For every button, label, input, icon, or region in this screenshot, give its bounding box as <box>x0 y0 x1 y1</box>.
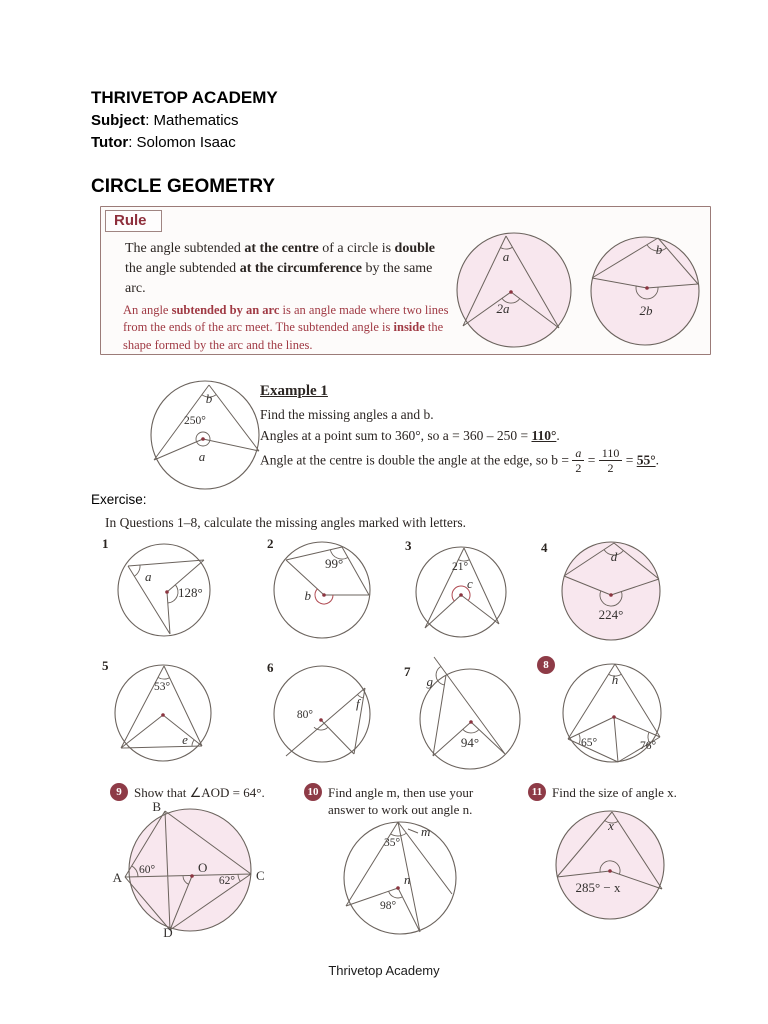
q2-value: 99° <box>325 556 344 571</box>
tutor-label: Tutor <box>91 134 129 151</box>
q3-number: 3 <box>405 538 412 553</box>
q6-number: 6 <box>267 660 274 675</box>
q6-diagram <box>269 661 375 765</box>
q2-diagram <box>268 538 376 640</box>
example-line-2: Angles at a point sum to 360°, so a = 360 – 250 = 110°. <box>260 428 560 443</box>
q4-diagram <box>553 538 665 642</box>
q5-value: 53° <box>154 681 171 693</box>
tutor-value: : Solomon Isaac <box>128 134 236 151</box>
q3-value: 21° <box>452 561 469 573</box>
exercise-intro: In Questions 1–8, calculate the missing angles marked with letters. <box>105 515 467 530</box>
q10-letter-m: m <box>421 824 431 839</box>
q7-value: 94° <box>460 735 480 750</box>
q11-centre-label: 285° − x <box>575 880 621 895</box>
q8-number-badge: 8 <box>537 656 555 674</box>
q2-letter: b <box>304 588 311 603</box>
rule1-centre-label: 2a <box>496 301 510 316</box>
q4-letter: d <box>610 549 618 564</box>
example-reflex-label: 250° <box>184 415 206 427</box>
q9-text: Show that ∠AOD = 64°. <box>134 785 265 800</box>
q9-label-c: C <box>256 868 265 883</box>
q8-value-1: 65° <box>581 737 598 749</box>
q9-label-a: A <box>112 870 122 885</box>
q1-number: 1 <box>102 536 109 551</box>
q5-number: 5 <box>102 658 109 673</box>
q6-value: 80° <box>296 709 313 721</box>
rule2-centre-label: 2b <box>639 303 653 318</box>
rule2-apex-label: b <box>655 242 663 257</box>
q1-value: 128° <box>178 585 203 600</box>
example-diagram <box>147 378 263 492</box>
q9-label-o: O <box>198 860 208 875</box>
exercise-label: Exercise: <box>91 492 147 507</box>
q10-number-badge: 10 <box>304 783 322 801</box>
q5-diagram <box>110 660 214 764</box>
rule1-apex-label: a <box>502 249 510 264</box>
section-title: CIRCLE GEOMETRY <box>91 176 276 197</box>
q11-diagram <box>548 805 678 927</box>
q9-label-b: B <box>152 799 161 814</box>
q10-angle-2: 98° <box>380 900 397 912</box>
q3-letter: c <box>467 576 473 591</box>
subject-label: Subject <box>91 112 146 129</box>
subject-value: : Mathematics <box>145 112 239 129</box>
q8-diagram <box>556 659 666 765</box>
q11-text: Find the size of angle x. <box>552 785 677 800</box>
q11-number-badge: 11 <box>528 783 546 801</box>
q2-number: 2 <box>267 536 274 551</box>
q7-letter: g <box>426 674 433 689</box>
q9-angle-2: 62° <box>218 875 235 887</box>
q9-angle-1: 60° <box>139 864 156 876</box>
q7-number: 7 <box>404 664 411 679</box>
q8-value-2: 76° <box>640 740 657 752</box>
q10-letter-n: n <box>404 872 411 887</box>
example-line-3: Angle at the centre is double the angle at the edge, so b = $\frac{a}{2}$ = $\frac{110}{2}$ = 55°. <box>260 446 659 475</box>
rule-paragraph-1: The angle subtended at the centre of a circle is double the angle subtended at the circumference by the same arc. <box>125 241 435 296</box>
q3-diagram <box>410 540 510 638</box>
q1-letter: a <box>145 569 152 584</box>
q10-angle-1: 35° <box>384 837 401 849</box>
q9-label-d: D <box>163 925 173 940</box>
q1-diagram <box>112 540 212 638</box>
q7-diagram <box>406 655 528 775</box>
q5-letter: e <box>182 732 188 747</box>
q10-text: Find angle m, then use your answer to work out angle n. <box>328 785 474 817</box>
q10-diagram <box>330 816 470 940</box>
q11-letter-x: x <box>608 818 614 833</box>
q4-number: 4 <box>541 540 548 555</box>
academy-title: THRIVETOP ACADEMY <box>91 88 278 107</box>
rule-tab-label: Rule <box>105 210 162 232</box>
q9-diagram <box>112 799 270 940</box>
q6-letter: f <box>356 696 360 711</box>
q4-value: 224° <box>598 607 624 622</box>
example-heading: Example 1 <box>260 383 328 399</box>
rule-box <box>100 206 711 355</box>
q9-number-badge: 9 <box>110 783 128 801</box>
rule-paragraph-2: An angle subtended by an arc is an angle made where two lines from the ends of the arc meet. The subtended angle is inside the shape formed by the arc and the lines. <box>123 303 449 352</box>
tutor-line <box>91 134 236 151</box>
subject-line <box>91 112 239 129</box>
example-line-1: Find the missing angles a and b. <box>260 407 434 422</box>
page-footer: Thrivetop Academy <box>328 963 440 978</box>
q8-letter: h <box>611 672 619 687</box>
rule-diagram-b <box>588 231 702 351</box>
example-apex-label: b <box>205 391 213 406</box>
rule-diagram-a <box>453 227 575 351</box>
example-centre-label: a <box>198 449 206 464</box>
